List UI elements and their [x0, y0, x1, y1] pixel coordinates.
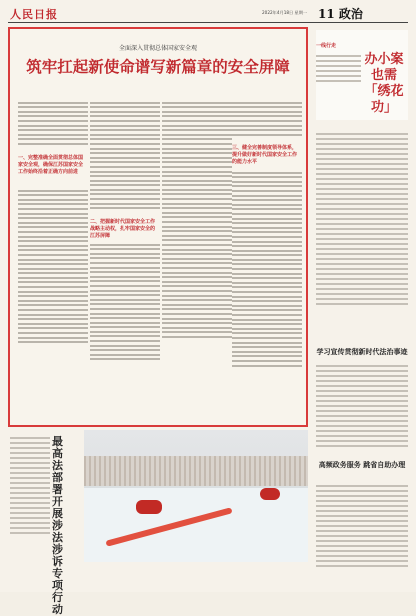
side-column-title: 办小案也需「绣花功」	[364, 52, 404, 115]
article-column-2b	[90, 241, 160, 363]
header-rule	[8, 22, 408, 23]
article-column-1b	[18, 187, 88, 346]
photo-trees	[84, 456, 308, 486]
photo-rescuer-2	[260, 488, 280, 500]
side-column-intro	[316, 52, 361, 85]
subhead-2: 二、把握新时代国家安全工作战略主动权，扎牢国家安全的江苏屏障	[90, 219, 156, 239]
masthead: 人民日报	[10, 8, 58, 21]
news-photo	[84, 430, 308, 562]
subhead-1: 一、完整准确全面贯彻总体国家安全观，确保江苏国家安全工作始终沿着正确方向前进	[18, 155, 84, 175]
side-story-2-body	[316, 362, 408, 450]
article-column-3	[162, 99, 232, 340]
subhead-3: 三、健全完善制度领导体系，提升做好新时代国家安全工作的能力水平	[232, 145, 298, 165]
article-title: 筑牢扛起新使命谱写新篇章的安全屏障	[26, 57, 290, 76]
article-column-1	[18, 99, 88, 148]
article-column-4	[232, 99, 302, 138]
lower-left-body	[10, 434, 50, 537]
article-column-4b	[232, 169, 302, 369]
article-column-2	[90, 99, 160, 212]
lower-left-title: 最高法部署开展涉法涉诉专项行动	[52, 435, 63, 616]
side-story-3-body	[316, 482, 408, 570]
side-column-body	[316, 130, 408, 308]
article-kicker: 全面深入贯彻总体国家安全观	[118, 45, 197, 52]
side-story-3-title: 高频政务服务 跳省自助办理	[318, 460, 406, 469]
side-story-2-title: 学习宣传贯彻新时代法治事迹	[316, 347, 408, 356]
side-column-header: 一线行走	[316, 43, 337, 49]
date-line: 2022年4月18日 星期一	[262, 10, 308, 15]
main-article-highlight[interactable]	[8, 27, 308, 427]
page-section: 11 政治	[318, 7, 363, 21]
photo-rescuer-1	[136, 500, 162, 514]
